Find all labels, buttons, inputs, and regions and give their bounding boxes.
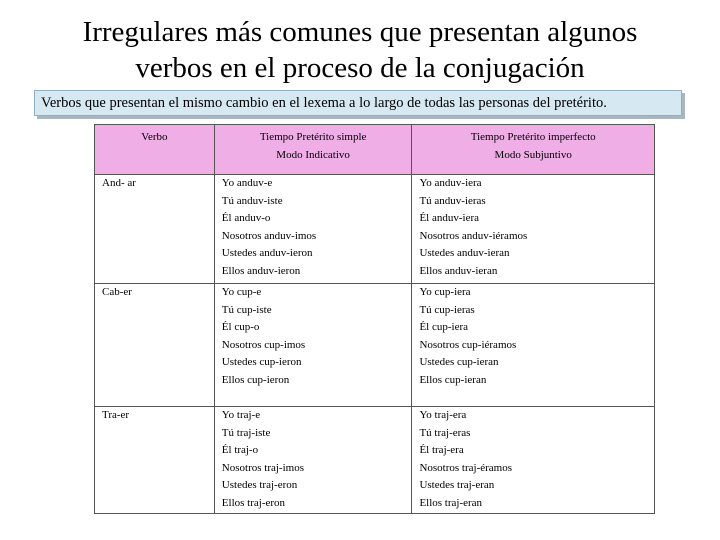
form-line: Él cup-iera — [419, 321, 468, 333]
verb-cell: Cab-er — [95, 284, 215, 407]
form-line: Yo cup-e — [221, 286, 262, 298]
form-line: Ustedes traj-eron — [221, 479, 298, 491]
header-col3-line2: Modo Subjuntivo — [494, 148, 572, 161]
header-preterito-simple — [214, 125, 412, 175]
table-row — [95, 284, 655, 407]
form-line: Yo anduv-iera — [419, 177, 482, 189]
conjugation-table — [94, 124, 655, 514]
form-line: Tú traj-eras — [419, 426, 471, 439]
header-col2-line2: Modo Indicativo — [276, 148, 350, 161]
form-line: Tú cup-iste — [221, 303, 272, 316]
slide-title-line-1: Irregulares más comunes que presentan algunos — [82, 16, 638, 48]
subjuntivo-cell — [412, 284, 655, 407]
form-line: Nosotros cup-imos — [221, 338, 306, 351]
indicativo-cell — [214, 284, 412, 407]
form-line: Ustedes cup-ieran — [419, 356, 499, 368]
form-line: Yo cup-iera — [419, 286, 471, 298]
form-line: Él traj-era — [419, 444, 464, 456]
table-row — [95, 175, 655, 284]
form-line: Él anduv-iera — [419, 212, 479, 224]
indicativo-cell — [214, 407, 412, 514]
form-line: Tú anduv-ieras — [419, 194, 486, 207]
form-line: Él traj-o — [221, 444, 259, 456]
header-verb-label: Verbo — [141, 131, 168, 143]
subjuntivo-cell — [412, 407, 655, 514]
form-line: Nosotros traj-éramos — [419, 461, 512, 474]
header-col3-line1: Tiempo Pretérito imperfecto — [470, 131, 596, 143]
form-line: Ellos traj-eran — [419, 496, 483, 509]
form-line: Ustedes traj-eran — [419, 479, 495, 491]
form-line: Nosotros anduv-iéramos — [419, 229, 528, 242]
form-line: Tú anduv-iste — [221, 194, 283, 207]
header-preterito-imperfecto — [412, 125, 655, 175]
verb-cell: Tra-er — [95, 407, 215, 514]
form-line: Nosotros cup-iéramos — [419, 338, 517, 351]
subjuntivo-cell — [412, 175, 655, 284]
form-line: Ellos cup-ieron — [221, 373, 290, 386]
form-line: Tú cup-ieras — [419, 303, 475, 316]
form-line: Ellos anduv-ieran — [419, 264, 498, 277]
table-header-row — [95, 125, 655, 175]
form-line: Ellos anduv-ieron — [221, 264, 301, 277]
slide-title-line-2: verbos en el proceso de la conjugación — [135, 52, 585, 84]
form-line: Ellos cup-ieran — [419, 373, 487, 386]
slide-title — [40, 14, 680, 86]
form-line: Yo traj-e — [221, 409, 261, 421]
form-line: Él cup-o — [221, 321, 260, 333]
verb-cell: And- ar — [95, 175, 215, 284]
header-col2-line1: Tiempo Pretérito simple — [259, 131, 367, 143]
indicativo-cell — [214, 175, 412, 284]
table-row — [95, 407, 655, 514]
form-line: Ustedes cup-ieron — [221, 356, 302, 368]
form-line: Ellos traj-eron — [221, 496, 286, 509]
form-line: Nosotros anduv-imos — [221, 229, 317, 242]
form-line: Yo traj-era — [419, 409, 467, 421]
form-line: Ustedes anduv-ieran — [419, 247, 510, 259]
form-line: Ustedes anduv-ieron — [221, 247, 313, 259]
form-line: Nosotros traj-imos — [221, 461, 304, 474]
form-line: Él anduv-o — [221, 212, 271, 224]
form-line: Yo anduv-e — [221, 177, 273, 189]
header-verb — [95, 125, 215, 175]
subtitle-box: Verbos que presentan el mismo cambio en el lexema a lo largo de todas las personas del pretérito. — [34, 90, 682, 116]
form-line: Tú traj-iste — [221, 426, 271, 439]
